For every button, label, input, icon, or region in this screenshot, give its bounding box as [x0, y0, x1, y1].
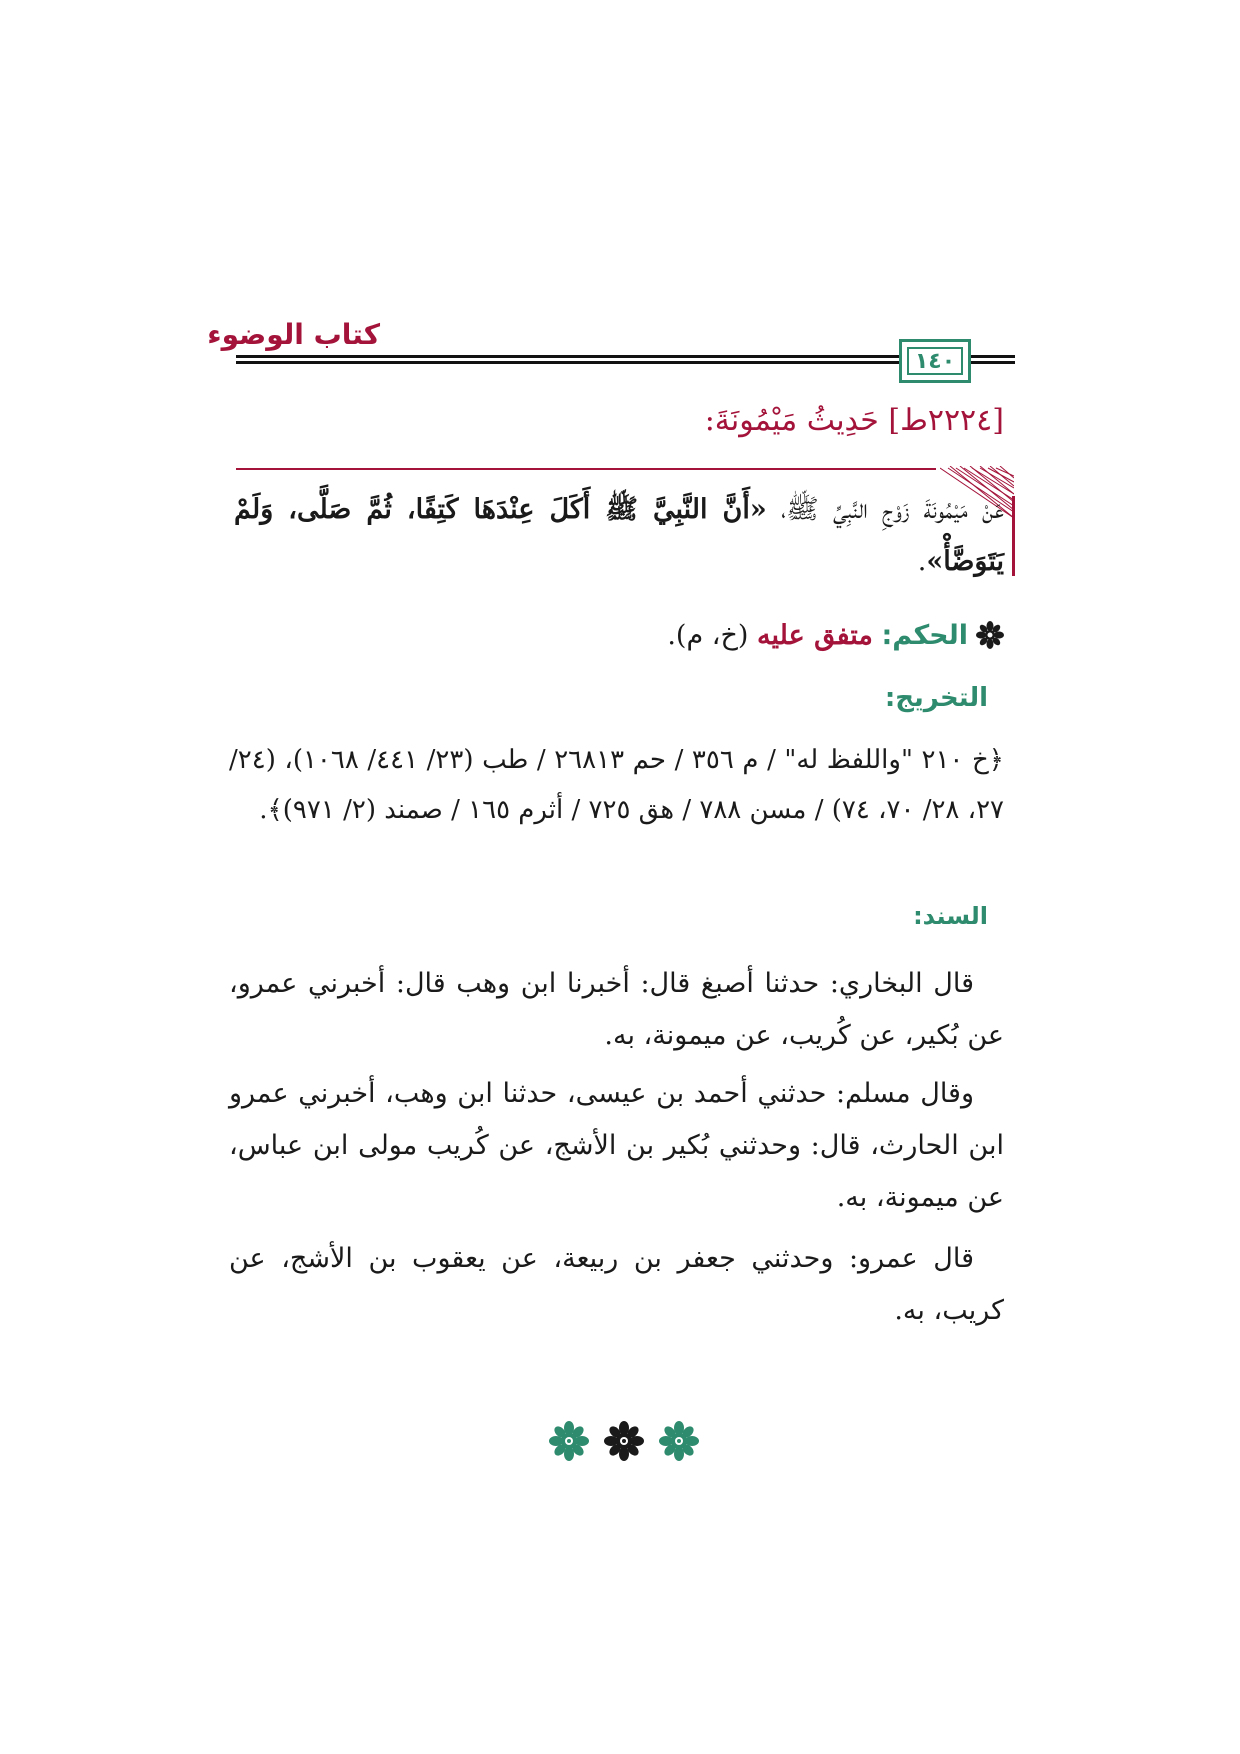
hadith-matn: «أَنَّ النَّبِيَّ ﷺ أَكَلَ عِنْدَهَا كَتِفًا، ثُمَّ صَلَّى، وَلَمْ يَتَوَضَّأْ»	[234, 494, 1004, 577]
page-number: ١٤٠	[907, 347, 963, 375]
page-number-badge	[899, 339, 971, 383]
header-rule-right	[975, 355, 1015, 364]
hadith-box-top-border	[236, 468, 936, 470]
flower-ornament-icon	[659, 1421, 699, 1461]
header-rule	[236, 355, 1012, 364]
hadith-text	[234, 484, 1004, 588]
book-title: كتاب الوضوء	[207, 318, 380, 351]
section-heading: [٢٢٢٤ط] حَدِيثُ مَيْمُونَةَ:	[704, 403, 1004, 438]
takhrij-heading: التخريج:	[884, 683, 988, 713]
sanad-paragraph: وقال مسلم: حدثني أحمد بن عيسى، حدثنا ابن وهب، أخبرني عمرو ابن الحارث، قال: وحدثني بُكير بن الأشج، عن كُريب مولى ابن عباس، عن ميمونة، به.	[229, 1078, 1004, 1213]
sanad-paragraph: قال عمرو: وحدثني جعفر بن ربيعة، عن يعقوب بن الأشج، عن كريب، به.	[229, 1243, 1004, 1326]
hadith-end: .	[917, 546, 927, 577]
flower-ornament-icon	[976, 621, 1004, 649]
hadith-intro: عَنْ مَيْمُونَةَ زَوْجِ النَّبِيِّ ﷺ،	[766, 494, 1004, 525]
flower-ornament-icon	[604, 1421, 644, 1461]
sanad-heading: السند:	[913, 902, 988, 930]
ruling-value: متفق عليه	[757, 620, 873, 651]
sanad-paragraph: قال البخاري: حدثنا أصبغ قال: أخبرنا ابن وهب قال: أخبرني عمرو، عن بُكير، عن كُريب، عن ميمونة، به.	[229, 968, 1004, 1051]
takhrij-text: ﴿خ ٢١٠ "واللفظ له" / م ٣٥٦ / حم ٢٦٨١٣ / طب (٢٣/ ٤٤١/ ١٠٦٨)، (٢٤/ ٢٧، ٢٨/ ٧٠، ٧٤) / مسن ٧٨٨ / هق ٧٢٥ / أثرم ١٦٥ / صمند (٢/ ٩٧١)﴾.	[229, 745, 1004, 825]
section-separator	[549, 1421, 699, 1465]
ruling-line	[667, 620, 1004, 651]
flower-ornament-icon	[549, 1421, 589, 1461]
ruling-label: الحكم:	[881, 620, 968, 651]
ruling-sources: (خ، م).	[667, 620, 758, 651]
